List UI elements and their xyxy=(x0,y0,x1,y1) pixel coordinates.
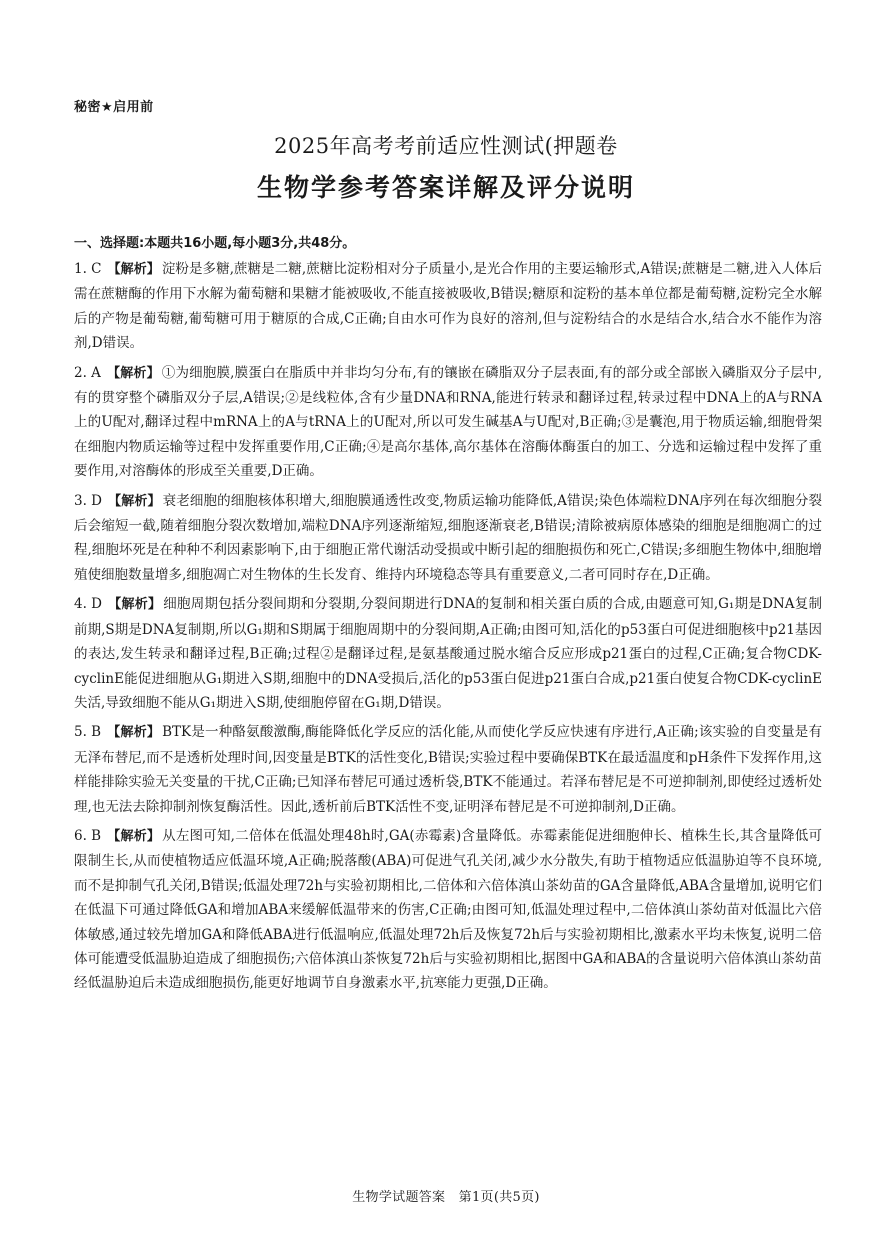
answer-text: 从左图可知,二倍体在低温处理48h时,GA(赤霉素)含量降低。赤霉素能促进细胞伸长、植株生长,其含量降低可限制生长,从而使植物适应低温环境,A正确;脱落酸(ABA)可促进气孔关闭,减少水分散失,有助于植物适应低温胁迫等不良环境,而不是抑制气孔关闭,B错误;低温处理72h与实验初期相比,二倍体和六倍体滇山茶幼苗的GA含量降低,ABA含量增加,说明它们在低温下可通过降低GA和增加ABA来缓解低温带来的伤害,C正确;由图可知,低温处理过程中,二倍体滇山茶幼苗对低温比六倍体敏感,通过较先增加GA和降低ABA进行低温响应,低温处理72h后及恢复72h后与实验初期相比,激素水平均未恢复,说明二倍体可能遭受低温胁迫造成了细胞损伤;六倍体滇山茶恢复72h后与实验初期相比,据图中GA和ABA的含量说明六倍体滇山茶幼苗经低温胁迫后未造成细胞损伤,能更好地调节自身激素水平,抗寒能力更强,D正确。 xyxy=(74,827,822,992)
answer-text: BTK是一种酪氨酸激酶,酶能降低化学反应的活化能,从而使化学反应快速有序进行,A正确;该实验的自变量是有无泽布替尼,而不是透析处理时间,因变量是BTK的活性变化,B错误;实验过程中要确保BTK在最适温度和pH条件下发挥作用,这样能排除实验无关变量的干扰,C正确;已知泽布替尼可通过透析袋,BTK不能通过。若泽布替尼是不可逆抑制剂,即使经过透析处理,也无法去除抑制剂恢复酶活性。因此,透析前后BTK活性不变,证明泽布替尼是不可逆抑制剂,D正确。 xyxy=(74,724,822,815)
analysis-tag: 【解析】 xyxy=(106,365,160,381)
document-title: 生物学参考答案详解及评分说明 xyxy=(256,173,635,202)
answer-list xyxy=(74,257,822,1001)
answer-item xyxy=(74,720,822,819)
analysis-tag: 【解析】 xyxy=(107,725,161,741)
exam-title: 2025年高考考前适应性测试(押题卷 xyxy=(274,134,618,158)
answer-text: ①为细胞膜,膜蛋白在脂质中并非均匀分布,有的镶嵌在磷脂双分子层表面,有的部分或全部嵌入磷脂双分子层中,有的贯穿整个磷脂双分子层,A错误;②是线粒体,含有少量DNA和RNA,能进行转录和翻译过程,转录过程中DNA上的A与RNA上的U配对,翻译过程中mRNA上的A与tRNA上的U配对,所以可发生碱基A与U配对,B正确;③是囊泡,用于物质运输,细胞骨架在细胞内物质运输等过程中发挥重要作用,C正确;④是高尔基体,高尔基体在溶酶体酶蛋白的加工、分选和运输过程中发挥了重要作用,对溶酶体的形成至关重要,D正确。 xyxy=(74,364,822,480)
analysis-tag: 【解析】 xyxy=(107,828,161,844)
answer-item xyxy=(74,257,822,356)
answer-number: 6. B xyxy=(74,827,102,844)
answer-item xyxy=(74,489,822,588)
analysis-tag: 【解析】 xyxy=(108,493,161,509)
answer-item xyxy=(74,824,822,996)
section-heading: 一、选择题:本题共16小题,每小题3分,共48分。 xyxy=(74,236,356,251)
page-footer: 生物学试题答案 第1页(共5页) xyxy=(352,1190,540,1205)
answer-text: 淀粉是多糖,蔗糖是二糖,蔗糖比淀粉相对分子质量小,是光合作用的主要运输形式,A错误;蔗糖是二糖,进入人体后需在蔗糖酶的作用下水解为葡萄糖和果糖才能被吸收,不能直接被吸收,B错误;糖原和淀粉的基本单位都是葡萄糖,淀粉完全水解后的产物是葡萄糖,葡萄糖可用于糖原的合成,C正确;自由水可作为良好的溶剂,但与淀粉结合的水是结合水,结合水不能作为溶剂,D错误。 xyxy=(74,261,822,352)
confidential-label: 秘密★启用前 xyxy=(74,100,154,115)
answer-number: 5. B xyxy=(74,724,102,741)
answer-number: 4. D xyxy=(74,596,102,613)
answer-number: 3. D xyxy=(74,492,102,509)
answer-number: 1. C xyxy=(74,261,102,277)
answer-item xyxy=(74,361,822,484)
analysis-tag: 【解析】 xyxy=(107,262,160,277)
answer-text: 衰老细胞的细胞核体积增大,细胞膜通透性改变,物质运输功能降低,A错误;染色体端粒DNA序列在每次细胞分裂后会缩短一截,随着细胞分裂次数增加,端粒DNA序列逐渐缩短,细胞逐渐衰老,B错误;清除被病原体感染的细胞是细胞凋亡的过程,细胞坏死是在种种不利因素影响下,由于细胞正常代谢活动受损或中断引起的细胞损伤和死亡,C错误;多细胞生物体中,细胞增殖使细胞数量增多,细胞凋亡对生物体的生长发育、维持内环境稳态等具有重要意义,二者可同时存在,D正确。 xyxy=(74,492,822,583)
answer-text: 细胞周期包括分裂间期和分裂期,分裂间期进行DNA的复制和相关蛋白质的合成,由题意可知,G₁期是DNA复制前期,S期是DNA复制期,所以G₁期和S期属于细胞周期中的分裂间期,A正确;由图可知,活化的p53蛋白可促进细胞核中p21基因的表达,发生转录和翻译过程,B正确;过程②是翻译过程,是氨基酸通过脱水缩合反应形成p21蛋白的过程,C正确;复合物CDK-cyclinE能促进细胞从G₁期进入S期,细胞中的DNA受损后,活化的p53蛋白促进p21蛋白合成,p21蛋白使复合物CDK-cyclinE失活,导致细胞不能从G₁期进入S期,使细胞停留在G₁期,D错误。 xyxy=(74,596,822,711)
analysis-tag: 【解析】 xyxy=(108,597,162,613)
answer-item xyxy=(74,592,822,715)
answer-number: 2. A xyxy=(74,364,101,381)
